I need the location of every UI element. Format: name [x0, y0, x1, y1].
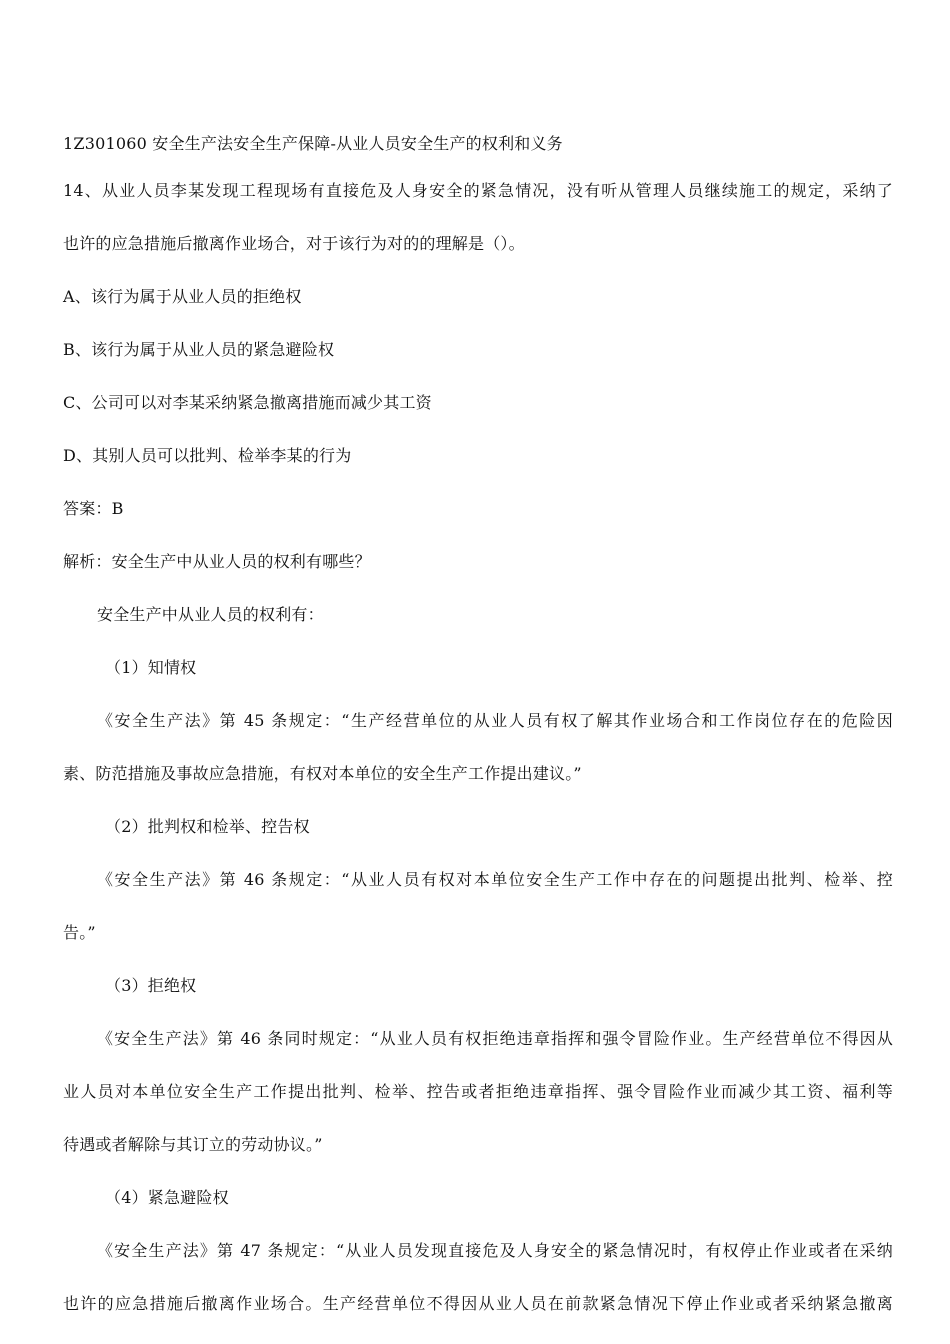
analysis-intro: 安全生产中从业人员的权利有：	[97, 605, 324, 624]
section-1-line-2: 素、防范措施及事故应急措施，有权对本单位的安全生产工作提出建议。”	[63, 764, 582, 783]
section-2-line-2: 告。”	[63, 923, 96, 942]
option-c: C、公司可以对李某采纳紧急撤离措施而减少其工资	[63, 393, 432, 412]
section-title-1: （1）知情权	[105, 658, 197, 677]
section-1-line-1: 《安全生产法》第 45 条规定：“生产经营单位的从业人员有权了解其作业场合和工作岗位存在的危险因	[97, 711, 893, 730]
option-b: B、该行为属于从业人员的紧急避险权	[63, 340, 335, 359]
option-a: A、该行为属于从业人员的拒绝权	[63, 287, 302, 306]
section-title-3: （3）拒绝权	[105, 976, 197, 995]
section-2-line-1: 《安全生产法》第 46 条规定：“从业人员有权对本单位安全生产工作中存在的问题提出批判、检举、控	[97, 870, 893, 889]
document-title: 1Z301060 安全生产法安全生产保障-从业人员安全生产的权利和义务	[63, 134, 563, 153]
analysis-heading: 解析：安全生产中从业人员的权利有哪些？	[63, 552, 371, 571]
section-3-line-1: 《安全生产法》第 46 条同时规定：“从业人员有权拒绝违章指挥和强令冒险作业。生产经营单位不得因从	[97, 1029, 893, 1048]
question-stem-line-1: 14、从业人员李某发现工程现场有直接危及人身安全的紧急情况，没有听从管理人员继续施工的规定，采纳了	[63, 181, 893, 200]
question-stem-line-2: 也许的应急措施后撤离作业场合，对于该行为对的的理解是（）。	[63, 234, 525, 253]
section-4-line-1: 《安全生产法》第 47 条规定：“从业人员发现直接危及人身安全的紧急情况时，有权停止作业或者在采纳	[97, 1241, 893, 1260]
section-title-4: （4）紧急避险权	[105, 1188, 229, 1207]
section-3-line-2: 业人员对本单位安全生产工作提出批判、检举、控告或者拒绝违章指挥、强令冒险作业而减少其工资、福利等	[63, 1082, 893, 1101]
section-4-line-2: 也许的应急措施后撤离作业场合。生产经营单位不得因从业人员在前款紧急情况下停止作业或者采纳紧急撤离	[63, 1294, 893, 1313]
option-d: D、其别人员可以批判、检举李某的行为	[63, 446, 352, 465]
section-3-line-3: 待遇或者解除与其订立的劳动协议。”	[63, 1135, 323, 1154]
section-title-2: （2）批判权和检举、控告权	[105, 817, 310, 836]
answer: 答案：B	[63, 499, 124, 518]
